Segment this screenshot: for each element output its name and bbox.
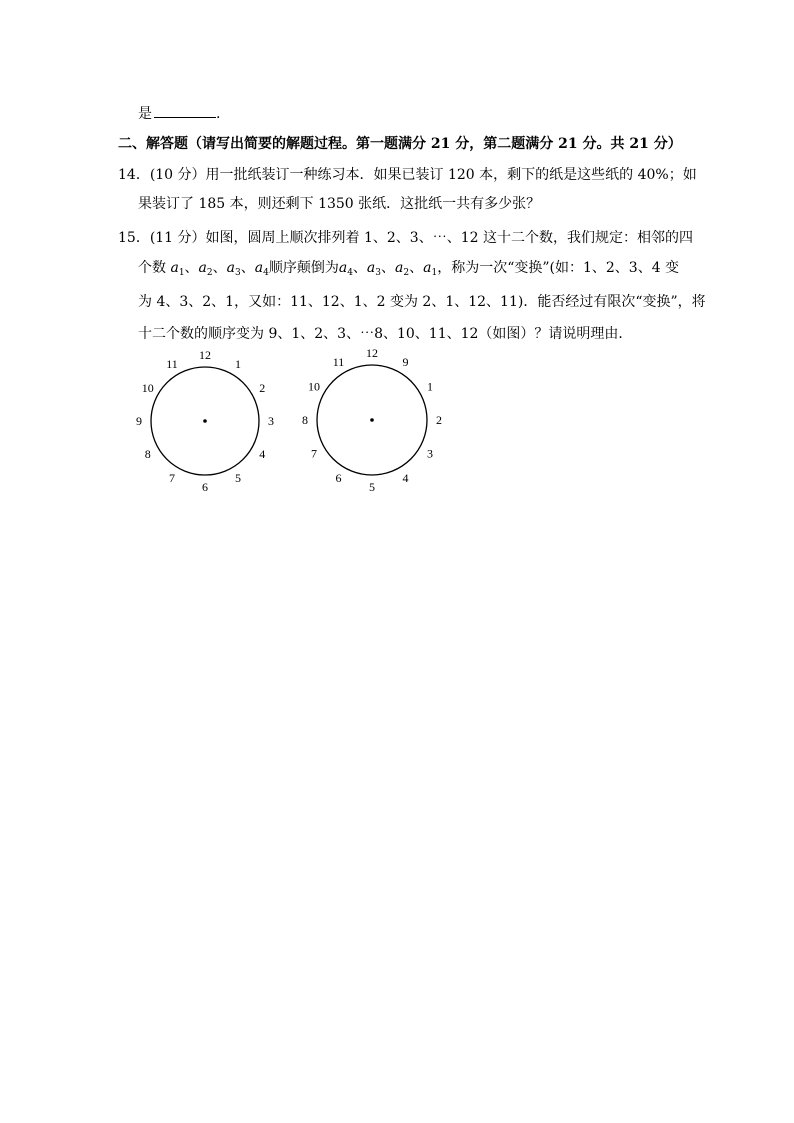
figure-left-label: 12 — [199, 348, 211, 362]
figure-right-label: 3 — [427, 446, 433, 461]
figure-left-label: 1 — [235, 356, 241, 371]
var-a3-b: $a_3$ — [366, 260, 382, 278]
figure-left-label: 9 — [136, 414, 142, 428]
var-a3: $a_3$ — [226, 260, 241, 278]
var-a2-b: $a_2$ — [395, 260, 410, 278]
center-dot-right — [370, 418, 374, 422]
figure-left-label: 8 — [144, 447, 151, 461]
figure-right-label: 9 — [402, 355, 409, 369]
figure-left-label: 6 — [202, 480, 208, 494]
var-a4-b: $a_4$ — [338, 260, 353, 278]
var-a1: $a_1$ — [170, 260, 185, 278]
q13-answer-line — [138, 103, 220, 124]
var-a4: $a_4$ — [254, 260, 269, 278]
figure-right-label: 4 — [402, 471, 409, 485]
figure-left-label: 11 — [166, 356, 178, 371]
figure-right-label: 2 — [436, 413, 442, 427]
figure-right-label: 12 — [366, 346, 378, 360]
q15-line1: 15．(11 分）如图，圆周上顺次排列着 1、2、3、⋯、12 这十二个数，我们规定：相邻的四 — [118, 230, 693, 246]
q15-text: 顺序颠倒为 — [268, 260, 339, 276]
q14-line1: 14．(10 分）用一批纸装订一种练习本．如果已装订 120 本，剩下的纸是这些纸的 40%；如 — [118, 167, 697, 183]
circle-figures — [0, 340, 794, 540]
figure-right-label: 5 — [369, 480, 375, 494]
answer-blank — [154, 103, 216, 118]
var-a1-b: $a_1$ — [423, 260, 438, 278]
figure-right-label: 7 — [311, 446, 317, 461]
figure-right-label: 6 — [335, 471, 342, 485]
figure-left-label: 2 — [259, 381, 266, 395]
figure-left-label: 4 — [259, 447, 266, 461]
q15-text: 个数 — [138, 260, 166, 276]
q13-suffix: . — [216, 106, 221, 122]
center-dot-left — [203, 419, 207, 423]
figure-right-label: 8 — [302, 413, 308, 427]
figure-right-label: 1 — [427, 379, 433, 394]
q15-line4: 十二个数的顺序变为 9、1、2、3、⋯8、10、11、12（如图）？请说明理由． — [138, 326, 633, 342]
figure-right — [302, 346, 442, 494]
figure-left-label: 3 — [268, 414, 274, 428]
section-heading: 二、解答题（请写出简要的解题过程。第一题满分 21 分，第二题满分 21 分。共 21 分） — [118, 136, 682, 152]
figure-right-label: 10 — [308, 379, 320, 394]
figure-left-label: 10 — [141, 381, 154, 395]
q15-text: ，称为一次“变换”(如：1、2、3、4 变 — [437, 260, 680, 276]
figure-left-label: 7 — [169, 471, 175, 486]
q15-line3: 为 4、3、2、1，又如：11、12、1、2 变为 2、1、12、11)．能否经过有限次“变换”，将 — [138, 294, 706, 310]
var-a2: $a_2$ — [198, 260, 213, 278]
q14-line2: 果装订了 185 本，则还剩下 1350 张纸．这批纸一共有多少张？ — [138, 196, 541, 212]
q13-prefix: 是 — [138, 106, 152, 122]
figure-right-label: 11 — [332, 355, 345, 369]
figure-left-label: 5 — [235, 471, 241, 486]
q15-line2: 个数 $a_1$、$a_2$、$a_3$、$a_4$顺序颠倒为$a_4$、$a_3$、$a_2$、$a_1$，称为一次“变换”(如：1、2、3、4 变 — [138, 260, 680, 278]
figure-left — [136, 348, 274, 494]
